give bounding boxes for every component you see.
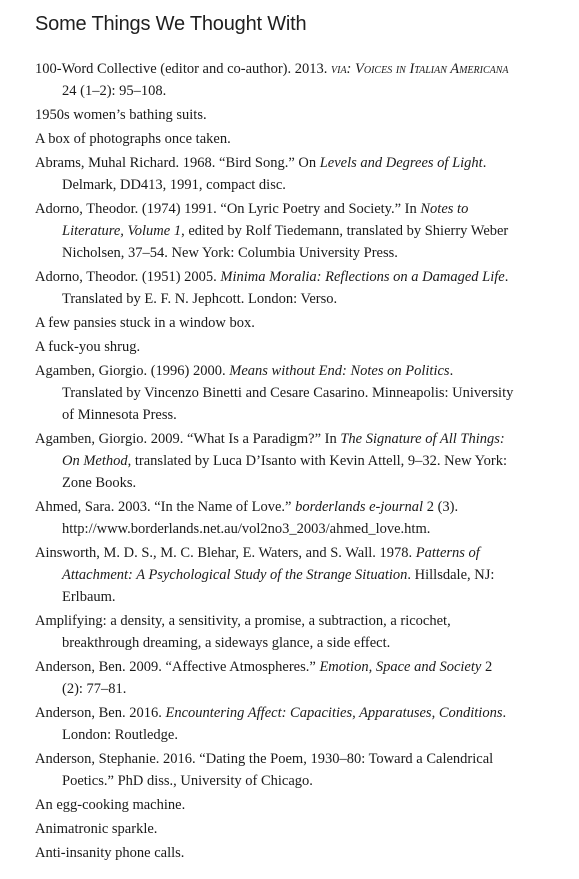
entry-title-text: Notes to Literature, Volume 1 xyxy=(62,201,469,239)
entry-text: 2 (3). http://www.borderlands.net.au/vol2no3_2003/ahmed_love.htm. xyxy=(62,499,459,537)
entry-text: 2 (2): 77–81. xyxy=(62,659,493,697)
entry-title-text: Emotion, Space and Society xyxy=(319,659,482,675)
entry-text: Agamben, Giorgio. (1996) 2000. xyxy=(35,363,230,379)
entry-text: Amplifying: a density, a sensitivity, a promise, a subtraction, a ricochet, breakthrough dreaming, a sideways glance, a side effect. xyxy=(35,613,451,651)
bibliography-entry xyxy=(35,312,515,334)
bibliography-entry xyxy=(35,428,515,494)
bibliography-entry xyxy=(35,152,515,196)
entry-title-text: Means without End: Notes on Politics xyxy=(229,363,450,379)
bibliography-entry xyxy=(35,842,515,864)
bibliography-entry xyxy=(35,104,515,126)
entry-text: A few pansies stuck in a window box. xyxy=(35,315,255,331)
bibliography-entry xyxy=(35,360,515,426)
bibliography-entry xyxy=(35,702,515,746)
entry-title-text: Encountering Affect: Capacities, Apparatuses, Conditions xyxy=(165,705,503,721)
entry-title-text: via: Voices in Italian Americana xyxy=(331,61,509,77)
bibliography-entry xyxy=(35,198,515,264)
entry-text: Abrams, Muhal Richard. 1968. “Bird Song.” On xyxy=(35,155,320,171)
bibliography-entry xyxy=(35,656,515,700)
bibliography-entry xyxy=(35,610,515,654)
entry-title-text: borderlands e-journal xyxy=(295,499,424,515)
bibliography-entry xyxy=(35,496,515,540)
entry-text: Anderson, Ben. 2016. xyxy=(35,705,166,721)
entry-title-text: Patterns of Attachment: A Psychological Study of the Strange Situation xyxy=(62,545,480,583)
bibliography-entry xyxy=(35,748,515,792)
entry-text: 1950s women’s bathing suits. xyxy=(35,107,207,123)
entry-text: Agamben, Giorgio. 2009. “What Is a Paradigm?” In xyxy=(35,431,341,447)
bibliography-entry xyxy=(35,542,515,608)
entry-text: . Translated by Vincenzo Binetti and Cesare Casarino. Minneapolis: University of Minnesota Press. xyxy=(62,363,514,423)
bibliography-page xyxy=(35,0,515,866)
entry-title-text: Minima Moralia: Reflections on a Damaged Life xyxy=(220,269,505,285)
entry-text: , edited by Rolf Tiedemann, translated by Shierry Weber Nicholsen, 37–54. New York: Columbia University Press. xyxy=(62,223,509,261)
entry-text: Anderson, Ben. 2009. “Affective Atmospheres.” xyxy=(35,659,320,675)
entry-text: Ainsworth, M. D. S., M. C. Blehar, E. Waters, and S. Wall. 1978. xyxy=(35,545,416,561)
entry-text: A fuck-you shrug. xyxy=(35,339,141,355)
bibliography-entry xyxy=(35,336,515,358)
entry-title-text: Levels and Degrees of Light xyxy=(319,155,483,171)
entry-title-text: The Signature of All Things: On Method xyxy=(62,431,505,469)
bibliography-list xyxy=(35,58,515,864)
entry-text: Animatronic sparkle. xyxy=(35,821,158,837)
entry-text: An egg-cooking machine. xyxy=(35,797,186,813)
entry-text: A box of photographs once taken. xyxy=(35,131,231,147)
entry-text: 24 (1–2): 95–108. xyxy=(62,83,167,99)
bibliography-entry xyxy=(35,128,515,150)
entry-text: Adorno, Theodor. (1951) 2005. xyxy=(35,269,221,285)
bibliography-entry xyxy=(35,818,515,840)
page-title: Some Things We Thought With xyxy=(35,13,307,35)
entry-text: . Hillsdale, NJ: Erlbaum. xyxy=(62,567,495,605)
entry-text: Anderson, Stephanie. 2016. “Dating the Poem, 1930–80: Toward a Calendrical Poetics.” PhD diss., University of Chicago. xyxy=(35,751,494,789)
entry-text: , translated by Luca D’Isanto with Kevin Attell, 9–32. New York: Zone Books. xyxy=(62,453,507,491)
entry-text: Ahmed, Sara. 2003. “In the Name of Love.” xyxy=(35,499,296,515)
bibliography-entry xyxy=(35,58,515,102)
entry-text: . Translated by E. F. N. Jephcott. London: Verso. xyxy=(62,269,509,307)
entry-text: . London: Routledge. xyxy=(62,705,507,743)
entry-text: . Delmark, DD413, 1991, compact disc. xyxy=(62,155,487,193)
bibliography-entry xyxy=(35,794,515,816)
entry-text: Anti-insanity phone calls. xyxy=(35,845,185,861)
entry-text: Adorno, Theodor. (1974) 1991. “On Lyric Poetry and Society.” In xyxy=(35,201,421,217)
bibliography-entry xyxy=(35,266,515,310)
entry-text: 100-Word Collective (editor and co-author). 2013. xyxy=(35,61,331,77)
